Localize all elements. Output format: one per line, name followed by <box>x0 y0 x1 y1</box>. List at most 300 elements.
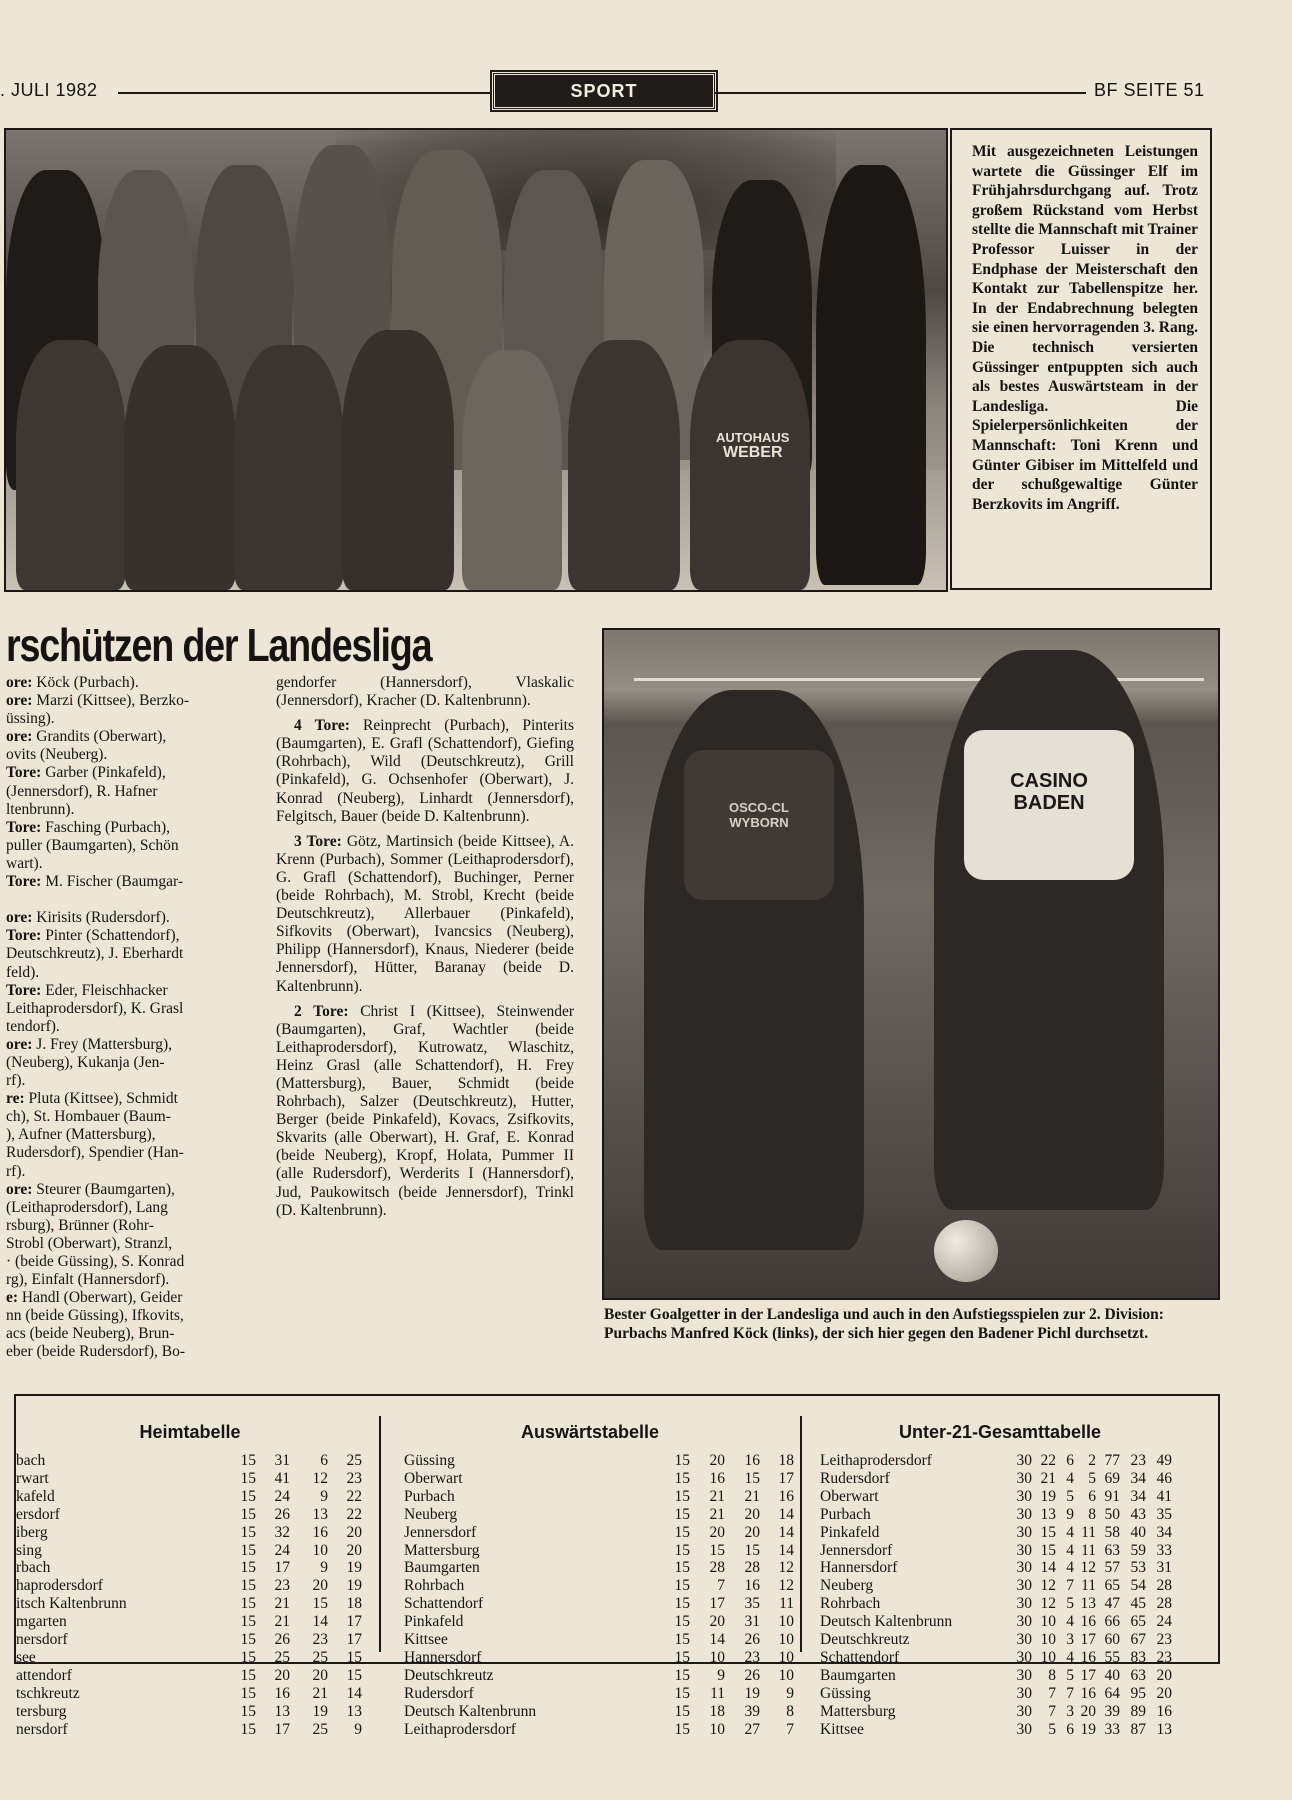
scorer-paragraph <box>6 855 256 873</box>
table-cell: 16 <box>312 1523 328 1541</box>
table-cell: 40 <box>1104 1666 1120 1684</box>
page-number: BF SEITE 51 <box>1094 80 1205 100</box>
table-cell: 10 <box>778 1666 794 1684</box>
scorer-names: rf). <box>6 1072 26 1090</box>
table-cell: 15 <box>240 1648 256 1666</box>
table-cell: 35 <box>1156 1505 1172 1523</box>
table-cell: 15 <box>674 1469 690 1487</box>
table-cell: 15 <box>312 1595 328 1613</box>
team-name: Leithaprodersdorf <box>820 1452 932 1469</box>
table-row <box>404 1685 800 1703</box>
table-cell: 14 <box>778 1523 794 1541</box>
table-cell: 9 <box>320 1487 328 1505</box>
team-photo <box>4 128 948 592</box>
table-cell: 35 <box>744 1595 760 1613</box>
table-cell: 13 <box>312 1505 328 1523</box>
table-cell: 22 <box>346 1487 362 1505</box>
table-cell: 25 <box>346 1452 362 1469</box>
table-cell: 8 <box>786 1702 794 1720</box>
team-name: Schattendorf <box>820 1648 900 1666</box>
table-cell: 15 <box>1040 1541 1056 1559</box>
table-cell: 15 <box>240 1487 256 1505</box>
table-cell: 19 <box>1040 1487 1056 1505</box>
table-cell: 30 <box>1016 1469 1032 1487</box>
scorer-paragraph <box>6 909 256 927</box>
table-row <box>404 1577 800 1595</box>
team-name: Güssing <box>820 1684 871 1702</box>
table-cell: 18 <box>709 1702 725 1720</box>
table-cell: 21 <box>709 1487 725 1505</box>
table-cell: 17 <box>709 1595 725 1613</box>
team-name: kafeld <box>16 1487 55 1505</box>
table-cell: 7 <box>1048 1702 1056 1720</box>
scorer-names: Handl (Oberwart), Geider <box>18 1289 183 1307</box>
scorer-names: wart). <box>6 854 43 872</box>
goal-count-label: Tore: <box>6 764 42 782</box>
table-row <box>404 1542 800 1560</box>
table-row <box>16 1721 370 1739</box>
table-cell: 47 <box>1104 1595 1120 1613</box>
table-cell: 50 <box>1104 1505 1120 1523</box>
table-cell: 20 <box>1156 1684 1172 1702</box>
scorer-paragraph <box>6 1054 256 1072</box>
table-row <box>404 1649 800 1667</box>
goal-count-label: Tore: <box>6 873 42 891</box>
goal-count-label: ore: <box>6 909 33 927</box>
table-cell: 5 <box>1066 1487 1074 1505</box>
table-row <box>404 1506 800 1524</box>
table-cell: 64 <box>1104 1684 1120 1702</box>
table-cell: 11 <box>1081 1541 1096 1559</box>
table-cell: 30 <box>1016 1666 1032 1684</box>
goal-count-label: ore: <box>6 692 33 710</box>
scorer-names: Kirisits (Rudersdorf). <box>32 909 170 927</box>
goal-count-label: 3 Tore: <box>294 832 342 850</box>
table-cell: 15 <box>240 1505 256 1523</box>
table-cell: 20 <box>709 1523 725 1541</box>
table-cell: 30 <box>1016 1720 1032 1738</box>
table-cell: 65 <box>1104 1577 1120 1595</box>
action-caption: Bester Goalgetter in der Landesliga und auch in den Aufstiegsspielen zur 2. Division: Purbachs Manfred Köck (links), der sich hier gegen den Badener Pichl durchsetzt. <box>604 1306 1164 1342</box>
scorer-paragraph <box>6 674 256 692</box>
table-cell: 15 <box>674 1648 690 1666</box>
table-cell: 17 <box>1080 1631 1096 1648</box>
table-cell: 5 <box>1066 1595 1074 1613</box>
scorer-names: Köck (Purbach). <box>32 674 139 691</box>
table-cell: 20 <box>709 1613 725 1631</box>
player-figure <box>690 340 810 590</box>
table-row <box>404 1721 800 1739</box>
table-cell: 17 <box>274 1559 290 1577</box>
scorer-names: üssing). <box>6 710 55 728</box>
table-row <box>404 1524 800 1542</box>
table-cell: 16 <box>1080 1648 1096 1666</box>
table-cell: 15 <box>240 1452 256 1469</box>
table-cell: 41 <box>274 1469 290 1487</box>
table-cell: 10 <box>1040 1613 1056 1631</box>
table-cell: 13 <box>274 1702 290 1720</box>
table-cell: 23 <box>1156 1631 1172 1648</box>
table-cell: 10 <box>709 1720 725 1738</box>
table-cell: 9 <box>1066 1505 1074 1523</box>
table-cell: 15 <box>674 1541 690 1559</box>
scorer-names: Christ I (Kittsee), Steinwender (Baumgarten), Graf, Wachtler (beide Leithaprodersdorf), Kutrowatz, Wlaschitz, Heinz Grasl (alle Schattendorf), H. Frey (Mattersburg), Bauer, Schmidt (beide Rohrbach), Salzer (Deutschkreutz), Hutter, Berger (beide Pinkafeld), Kovacs, Zsifkovits, Skvarits (alle Oberwart), H. Graf, E. Konrad (beide Neuberg), Kropf, Holata, Pummer II (alle Rudersdorf), Werderits I (Hannersdorf), Jud, Paukowitsch (beide Jennersdorf), Trinkl (D. Kaltenbrunn). <box>276 1002 574 1219</box>
scorer-paragraph <box>6 1235 256 1253</box>
table-cell: 15 <box>674 1487 690 1505</box>
scorer-names: Marzi (Kittsee), Berzko- <box>32 692 190 710</box>
table-cell: 63 <box>1130 1666 1146 1684</box>
table-cell: 95 <box>1130 1684 1146 1702</box>
scorer-paragraph <box>6 891 256 909</box>
scorer-paragraph <box>6 1199 256 1217</box>
team-name: ersdorf <box>16 1505 60 1523</box>
scorer-names: Leithaprodersdorf), K. Grasl <box>6 999 184 1017</box>
team-name: Kittsee <box>820 1720 864 1738</box>
table-cell: 13 <box>1040 1505 1056 1523</box>
table-cell: 6 <box>1066 1452 1074 1469</box>
table-row <box>404 1631 800 1649</box>
table-cell: 9 <box>320 1559 328 1577</box>
table-cell: 17 <box>346 1631 362 1648</box>
table-cell: 23 <box>744 1648 760 1666</box>
scorer-paragraph <box>6 1343 256 1361</box>
table-cell: 13 <box>346 1702 362 1720</box>
table-cell: 27 <box>744 1720 760 1738</box>
table-cell: 19 <box>312 1702 328 1720</box>
scorer-paragraph <box>6 746 256 764</box>
table-cell: 14 <box>1040 1559 1056 1577</box>
table-cell: 30 <box>1016 1613 1032 1631</box>
team-name: Kittsee <box>404 1631 448 1648</box>
table-cell: 9 <box>786 1684 794 1702</box>
table-cell: 7 <box>1066 1684 1074 1702</box>
goal-count-label: e: <box>6 1289 19 1307</box>
table-cell: 15 <box>240 1559 256 1577</box>
scorer-names: ), Aufner (Mattersburg), <box>6 1126 156 1144</box>
u21tabelle-title: Unter-21-Gesamttabelle <box>898 1422 1102 1442</box>
table-cell: 16 <box>1080 1684 1096 1702</box>
scorer-names: Rudersdorf), Spendier (Han- <box>6 1144 184 1162</box>
table-cell: 18 <box>778 1452 794 1469</box>
goal-count-label: 2 Tore: <box>294 1002 349 1020</box>
table-cell: 53 <box>1130 1559 1146 1577</box>
table-row <box>16 1470 370 1488</box>
table-cell: 10 <box>778 1631 794 1648</box>
table-cell: 20 <box>274 1666 290 1684</box>
scorer-paragraph <box>6 783 256 801</box>
auswaertstabelle-title: Auswärtstabelle <box>520 1422 660 1442</box>
scorer-names: eber (beide Rudersdorf), Bo- <box>6 1343 186 1361</box>
table-cell: 15 <box>346 1648 362 1666</box>
player-figure <box>342 330 454 590</box>
scorer-paragraph <box>6 1072 256 1090</box>
table-row <box>404 1470 800 1488</box>
table-cell: 2 <box>1088 1452 1096 1469</box>
table-cell: 21 <box>274 1613 290 1631</box>
table-cell: 20 <box>709 1452 725 1469</box>
scorer-names: (Leithaprodersdorf), Lang <box>6 1198 168 1216</box>
table-cell: 12 <box>1040 1595 1056 1613</box>
table-row <box>820 1685 1180 1703</box>
scorer-paragraph <box>6 1307 256 1325</box>
team-name: Baumgarten <box>820 1666 896 1684</box>
team-name: Schattendorf <box>404 1595 484 1613</box>
team-name: Güssing <box>404 1452 455 1469</box>
team-name: Hannersdorf <box>404 1648 482 1666</box>
scorer-names: ch), St. Hombauer (Baum- <box>6 1108 171 1126</box>
scorer-names: Eder, Fleischhacker <box>41 981 168 999</box>
table-cell: 15 <box>674 1720 690 1738</box>
table-cell: 87 <box>1130 1720 1146 1738</box>
scorer-paragraph <box>6 837 256 855</box>
table-cell: 28 <box>709 1559 725 1577</box>
team-name: Baumgarten <box>404 1559 480 1577</box>
scorer-paragraph <box>6 692 256 710</box>
section-label: SPORT <box>492 72 716 110</box>
table-cell: 30 <box>1016 1648 1032 1666</box>
table-cell: 15 <box>240 1666 256 1684</box>
table-cell: 20 <box>744 1523 760 1541</box>
table-cell: 4 <box>1066 1523 1074 1541</box>
player-figure <box>234 345 344 590</box>
table-cell: 28 <box>1156 1595 1172 1613</box>
team-name: Deutschkreutz <box>820 1631 910 1648</box>
table-cell: 23 <box>346 1469 362 1487</box>
table-row <box>16 1524 370 1542</box>
table-cell: 34 <box>1156 1523 1172 1541</box>
team-name: see <box>16 1648 36 1666</box>
table-row <box>820 1595 1180 1613</box>
table-cell: 39 <box>744 1702 760 1720</box>
table-cell: 26 <box>274 1631 290 1648</box>
table-row <box>16 1559 370 1577</box>
table-cell: 19 <box>744 1684 760 1702</box>
table-cell: 15 <box>674 1505 690 1523</box>
table-cell: 31 <box>1156 1559 1172 1577</box>
scorer-paragraph <box>6 1090 256 1108</box>
table-cell: 3 <box>1066 1702 1074 1720</box>
table-row <box>404 1667 800 1685</box>
team-name: sing <box>16 1541 42 1559</box>
scorer-paragraph <box>276 717 574 826</box>
table-cell: 16 <box>744 1452 760 1469</box>
table-cell: 16 <box>778 1487 794 1505</box>
table-cell: 7 <box>717 1577 725 1595</box>
table-cell: 89 <box>1130 1702 1146 1720</box>
table-cell: 19 <box>1080 1720 1096 1738</box>
table-cell: 15 <box>674 1577 690 1595</box>
table-cell: 8 <box>1048 1666 1056 1684</box>
table-row <box>16 1577 370 1595</box>
team-name: Mattersburg <box>820 1702 896 1720</box>
table-cell: 4 <box>1066 1559 1074 1577</box>
table-cell: 54 <box>1130 1577 1146 1595</box>
table-cell: 25 <box>312 1720 328 1738</box>
scorer-names: Reinprecht (Purbach), Pinterits (Baumgarten), E. Grafl (Schattendorf), Giefing (Rohrbach), Wild (Deutschkreutz), Grill (Pinkafeld), G. Ochsenhofer (Oberwart), J. Konrad (Neuberg), Linhardt (Jennersdorf), Felgitsch, Bauer (beide D. Kaltenbrunn). <box>276 717 574 825</box>
table-cell: 14 <box>778 1541 794 1559</box>
goal-count-label: Tore: <box>6 927 42 945</box>
table-cell: 22 <box>346 1505 362 1523</box>
table-cell: 45 <box>1130 1595 1146 1613</box>
table-cell: 10 <box>1040 1631 1056 1648</box>
table-cell: 30 <box>1016 1559 1032 1577</box>
team-name: rwart <box>16 1469 49 1487</box>
team-name: mgarten <box>16 1613 67 1631</box>
table-cell: 15 <box>674 1559 690 1577</box>
table-cell: 6 <box>320 1452 328 1469</box>
scorer-paragraph <box>6 1289 256 1307</box>
table-cell: 11 <box>779 1595 794 1613</box>
table-cell: 17 <box>346 1613 362 1631</box>
team-name: Leithaprodersdorf <box>404 1720 516 1738</box>
table-cell: 19 <box>346 1577 362 1595</box>
table-cell: 16 <box>709 1469 725 1487</box>
team-name: tschkreutz <box>16 1684 80 1702</box>
table-cell: 13 <box>1156 1720 1172 1738</box>
team-name: Pinkafeld <box>820 1523 880 1541</box>
scorer-names: Pinter (Schattendorf), <box>41 927 180 945</box>
scorer-paragraph <box>6 801 256 819</box>
table-cell: 20 <box>1080 1702 1096 1720</box>
table-cell: 6 <box>1088 1487 1096 1505</box>
scorer-paragraph <box>6 873 256 891</box>
table-row <box>820 1577 1180 1595</box>
table-cell: 14 <box>312 1613 328 1631</box>
table-cell: 15 <box>744 1469 760 1487</box>
header-rule-right <box>714 92 1086 94</box>
table-cell: 23 <box>274 1577 290 1595</box>
table-cell: 10 <box>778 1613 794 1631</box>
table-cell: 4 <box>1066 1469 1074 1487</box>
scorer-paragraph <box>6 764 256 782</box>
team-name: Pinkafeld <box>404 1613 464 1631</box>
table-cell: 10 <box>1040 1648 1056 1666</box>
scorer-paragraph <box>6 1000 256 1018</box>
table-cell: 21 <box>274 1595 290 1613</box>
scorer-names: rg), Einfalt (Hannersdorf). <box>6 1271 170 1289</box>
table-cell: 24 <box>274 1487 290 1505</box>
scorer-names: feld). <box>6 963 40 981</box>
table-row <box>820 1703 1180 1721</box>
table-row <box>16 1506 370 1524</box>
header-rule-left <box>118 92 490 94</box>
scorer-names: gendorfer (Hannersdorf), Vlaskalic (Jennersdorf), Kracher (D. Kaltenbrunn). <box>276 674 574 710</box>
table-cell: 28 <box>1156 1577 1172 1595</box>
table-row <box>404 1595 800 1613</box>
table-cell: 15 <box>346 1666 362 1684</box>
table-cell: 20 <box>346 1541 362 1559</box>
table-divider <box>800 1416 802 1652</box>
table-row <box>16 1542 370 1560</box>
table-cell: 16 <box>1156 1702 1172 1720</box>
table-cell: 59 <box>1130 1541 1146 1559</box>
table-cell: 10 <box>312 1541 328 1559</box>
table-cell: 26 <box>274 1505 290 1523</box>
scorer-paragraph <box>6 728 256 746</box>
table-row <box>820 1649 1180 1667</box>
table-cell: 83 <box>1130 1648 1146 1666</box>
team-name: Oberwart <box>820 1487 879 1505</box>
scorer-names: M. Fischer (Baumgar- <box>41 873 184 891</box>
table-cell: 7 <box>1066 1577 1074 1595</box>
table-row <box>820 1506 1180 1524</box>
table-cell: 7 <box>1048 1684 1056 1702</box>
table-cell: 15 <box>240 1595 256 1613</box>
table-cell: 4 <box>1066 1613 1074 1631</box>
team-name: Purbach <box>404 1487 455 1505</box>
jersey-sponsor-text: AUTOHAUS WEBER <box>716 430 790 461</box>
scorer-names: Garber (Pinkafeld), <box>41 764 166 782</box>
table-cell: 23 <box>1156 1648 1172 1666</box>
team-name: Mattersburg <box>404 1541 480 1559</box>
goal-count-label: re: <box>6 1090 25 1108</box>
table-row <box>820 1613 1180 1631</box>
team-name: Deutsch Kaltenbrunn <box>404 1702 537 1720</box>
scorer-names: Deutschkreutz), J. Eberhardt <box>6 945 184 963</box>
scorer-names <box>6 891 10 908</box>
team-name: Rohrbach <box>404 1577 465 1595</box>
table-cell: 69 <box>1104 1469 1120 1487</box>
table-row <box>404 1488 800 1506</box>
table-cell: 32 <box>274 1523 290 1541</box>
scorer-paragraph <box>6 710 256 728</box>
table-row <box>16 1452 370 1470</box>
table-cell: 15 <box>240 1631 256 1648</box>
table-cell: 12 <box>1040 1577 1056 1595</box>
headline: rschützen der Landesliga <box>6 619 432 671</box>
table-cell: 77 <box>1104 1452 1120 1469</box>
table-row <box>404 1452 800 1470</box>
table-cell: 9 <box>354 1720 362 1738</box>
team-caption-box <box>950 128 1212 590</box>
goal-count-label: 4 Tore: <box>294 717 350 735</box>
table-cell: 12 <box>778 1577 794 1595</box>
table-cell: 30 <box>1016 1505 1032 1523</box>
table-cell: 30 <box>1016 1702 1032 1720</box>
table-cell: 15 <box>674 1613 690 1631</box>
goal-count-label: ore: <box>6 674 33 691</box>
table-cell: 15 <box>674 1595 690 1613</box>
scorer-names: (Neuberg), Kukanja (Jen- <box>6 1053 165 1071</box>
goal-count-label: ore: <box>6 1035 33 1053</box>
table-cell: 65 <box>1130 1613 1146 1631</box>
scorer-names: Fasching (Purbach), <box>41 818 171 836</box>
table-cell: 16 <box>744 1577 760 1595</box>
table-cell: 7 <box>786 1720 794 1738</box>
table-cell: 22 <box>1040 1452 1056 1469</box>
scorer-names: Grandits (Oberwart), <box>32 728 167 746</box>
table-cell: 63 <box>1104 1541 1120 1559</box>
team-caption-text: Mit ausgezeichneten Leistungen wartete die Güssinger Elf im Frühjahrsdurchgang auf. Trotz großem Rückstand vom Herbst stellte die Mannschaft mit Trainer Professor Luisser in der Endphase der Meisterschaft den Kontakt zur Tabellenspitze her. In der Endabrechnung belegten sie einen hervorragenden 3. Rang. Die technisch versierten Güssinger entpuppten sich auch als bestes Auswärtsteam in der Landesliga. Die Spielerpersönlichkeiten der Mannschaft: Toni Krenn und Günter Gibiser im Mittelfeld und der schußgewaltige Günter Berzkovits im Angriff. <box>972 143 1198 513</box>
action-photo <box>602 628 1220 1300</box>
table-cell: 21 <box>744 1487 760 1505</box>
goal-count-label: Tore: <box>6 981 42 999</box>
table-cell: 25 <box>274 1648 290 1666</box>
table-cell: 91 <box>1104 1487 1120 1505</box>
table-row <box>16 1613 370 1631</box>
scorer-paragraph <box>6 1126 256 1144</box>
table-cell: 60 <box>1104 1631 1120 1648</box>
table-cell: 23 <box>312 1631 328 1648</box>
team-name: itsch Kaltenbrunn <box>16 1595 127 1613</box>
table-cell: 17 <box>1080 1666 1096 1684</box>
team-name: attendorf <box>16 1666 72 1684</box>
table-cell: 31 <box>274 1452 290 1469</box>
table-cell: 28 <box>744 1559 760 1577</box>
table-cell: 41 <box>1156 1487 1172 1505</box>
scorer-paragraph <box>6 1108 256 1126</box>
team-name: Rohrbach <box>820 1595 881 1613</box>
